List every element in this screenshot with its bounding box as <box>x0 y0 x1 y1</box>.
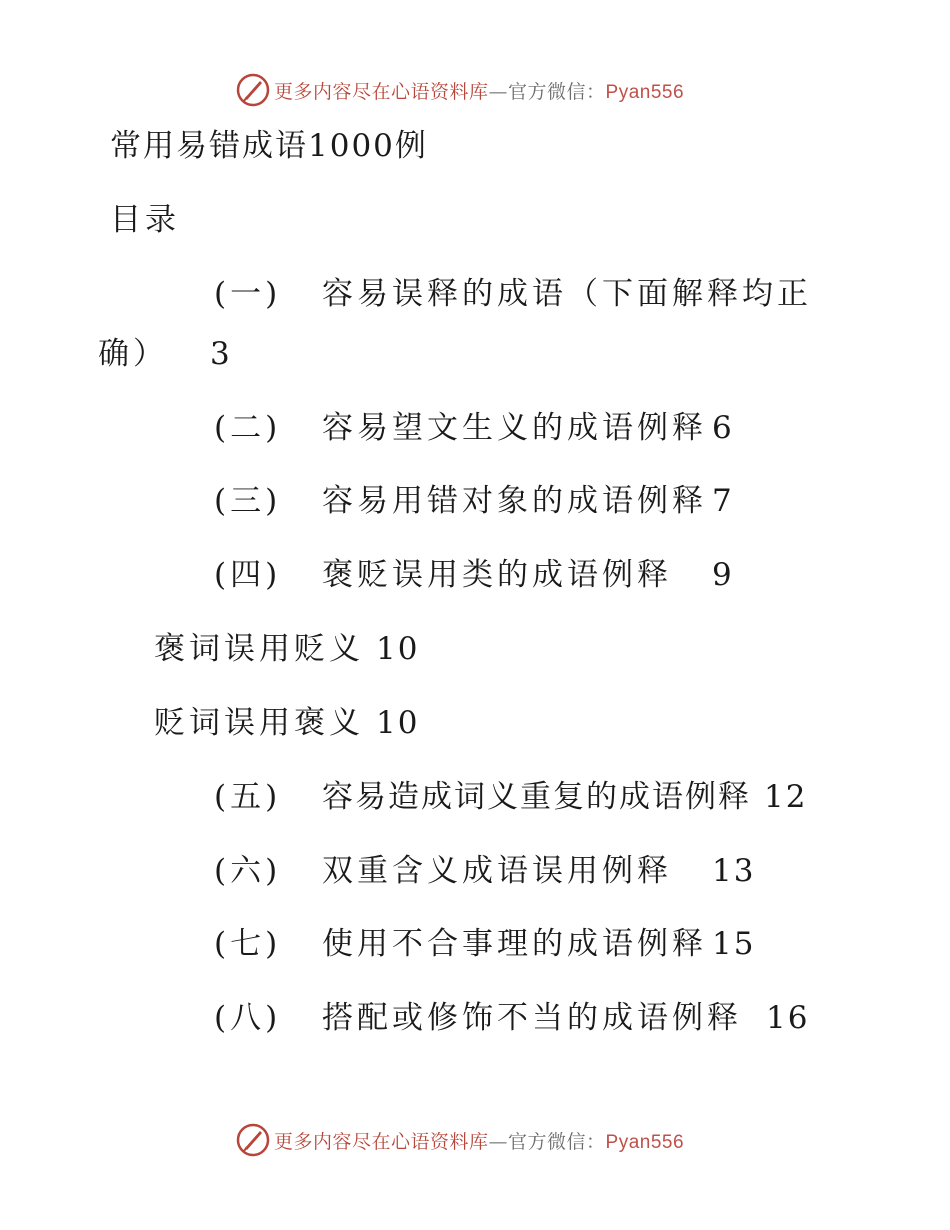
banner-text: 更多内容尽在心语资料库 <box>274 80 489 103</box>
toc-page: 6 <box>712 410 734 446</box>
banner-separator: — <box>488 1130 509 1153</box>
toc-page: 10 <box>376 705 420 741</box>
toc-marker: (五) <box>214 779 282 815</box>
toc-title: 容易望文生义的成语例释 <box>322 410 707 446</box>
banner-text: 更多内容尽在心语资料库 <box>274 1130 489 1153</box>
toc-title: 双重含义成语误用例释 <box>322 853 672 889</box>
wechat-label: 官方微信： <box>508 80 606 103</box>
wechat-id: Pyan556 <box>605 1131 685 1153</box>
wechat-label: 官方微信： <box>508 1130 606 1153</box>
footer-banner <box>236 1120 716 1160</box>
quill-logo-icon <box>236 1123 270 1157</box>
toc-page: 15 <box>712 926 756 962</box>
toc-title: 容易误释的成语（下面解释均正 <box>322 276 812 312</box>
wechat-id: Pyan556 <box>605 81 685 103</box>
toc-title: 褒词误用贬义 <box>154 631 364 667</box>
toc-title: 搭配或修饰不当的成语例释 <box>322 1000 742 1036</box>
toc-page: 16 <box>766 1000 810 1036</box>
quill-logo-icon <box>236 73 270 107</box>
toc-marker: (六) <box>214 853 282 889</box>
toc-page: 3 <box>210 336 232 372</box>
toc-title: 使用不合事理的成语例释 <box>322 926 707 962</box>
toc-page: 7 <box>712 483 734 519</box>
toc-title-continued: 确） <box>98 336 168 372</box>
toc-marker: (八) <box>214 1000 282 1036</box>
toc-marker: (四) <box>214 557 282 593</box>
document-title: 常用易错成语1000例 <box>110 128 428 164</box>
toc-heading: 目录 <box>110 202 180 238</box>
toc-page: 9 <box>712 557 734 593</box>
banner-separator: — <box>488 80 509 103</box>
header-banner <box>236 70 716 110</box>
toc-marker: (二) <box>214 410 282 446</box>
toc-marker: (三) <box>214 483 282 519</box>
toc-page: 10 <box>376 631 420 667</box>
toc-title: 褒贬误用类的成语例释 <box>322 557 672 593</box>
toc-title: 容易用错对象的成语例释 <box>322 483 707 519</box>
toc-marker: (一) <box>214 276 282 312</box>
toc-title: 贬词误用褒义 <box>154 705 364 741</box>
toc-marker: (七) <box>214 926 282 962</box>
toc-title: 容易造成词义重复的成语例释 <box>322 779 751 815</box>
toc-page: 12 <box>764 779 808 815</box>
toc-page: 13 <box>712 853 756 889</box>
